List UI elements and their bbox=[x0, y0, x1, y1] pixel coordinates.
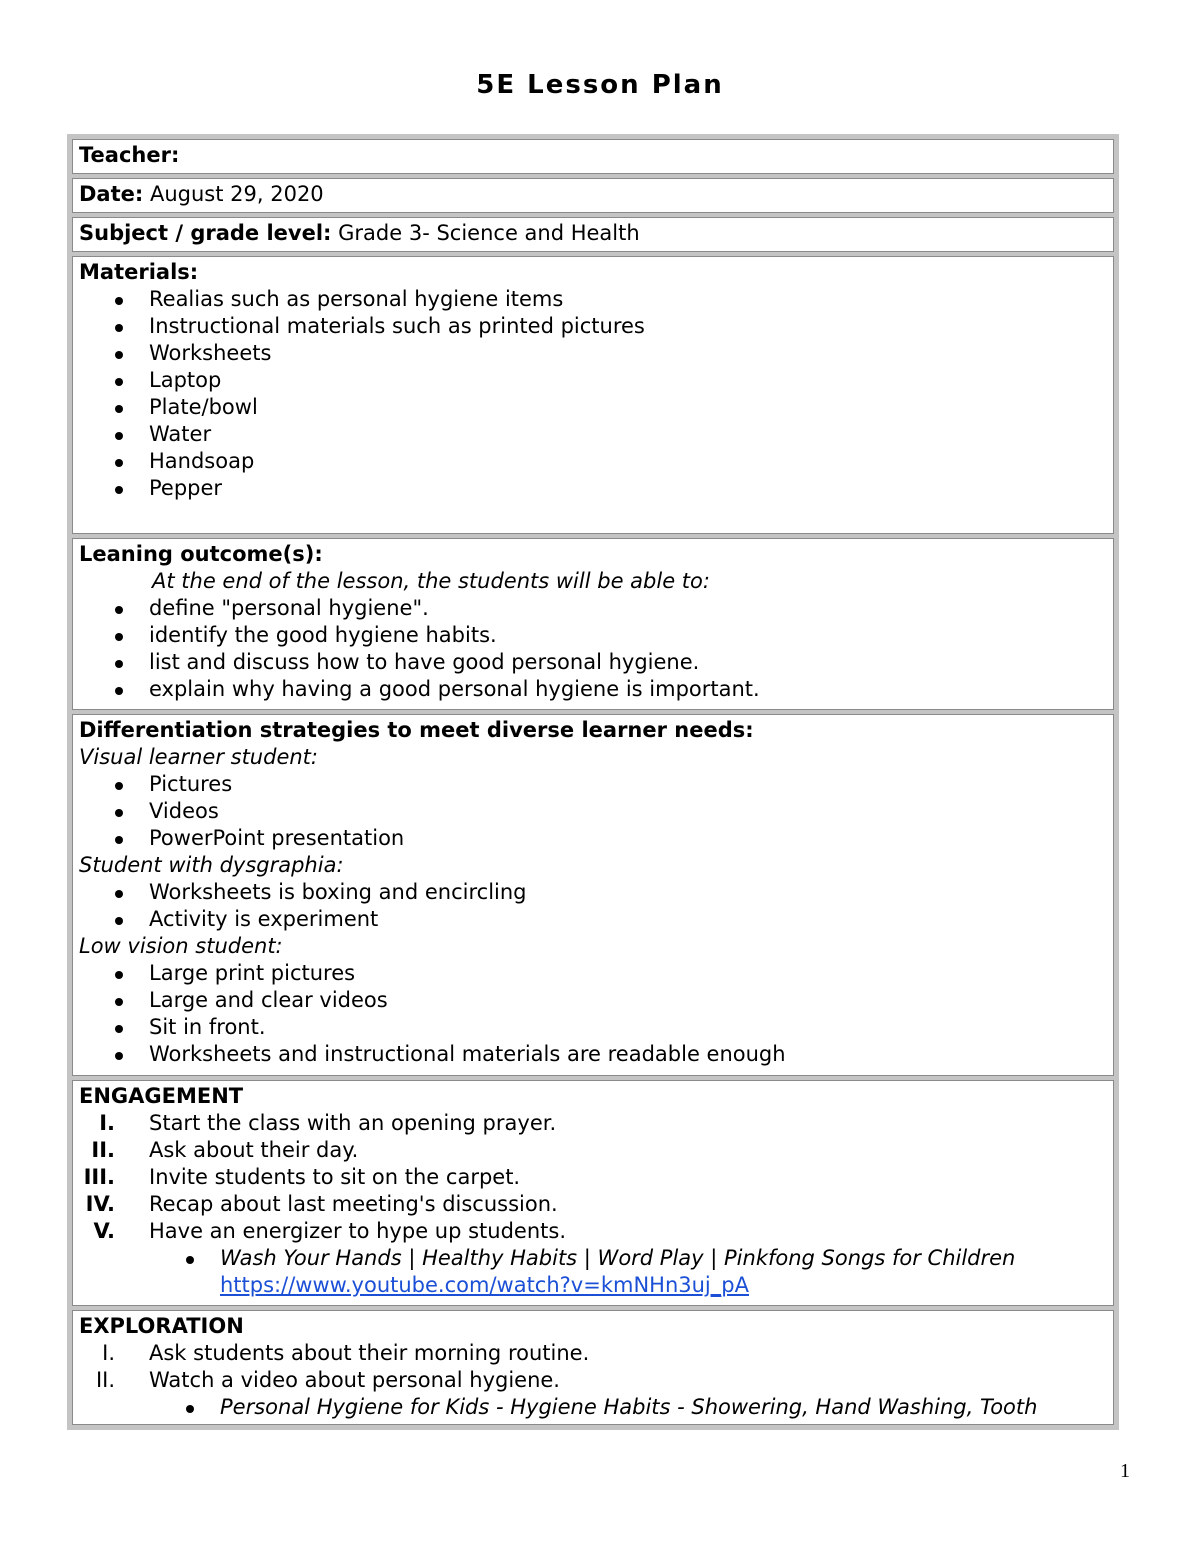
step-text: Recap about last meeting's discussion. bbox=[149, 1192, 558, 1216]
list-item: Water bbox=[79, 421, 1107, 448]
materials-label: Materials: bbox=[79, 260, 199, 284]
differentiation-label: Differentiation strategies to meet diverse learner needs: bbox=[79, 718, 754, 742]
materials-cell bbox=[72, 256, 1114, 534]
video-link[interactable]: https://www.youtube.com/watch?v=kmNHn3uj_pA bbox=[220, 1273, 749, 1297]
exploration-label: EXPLORATION bbox=[79, 1314, 244, 1338]
outcomes-label: Leaning outcome(s): bbox=[79, 542, 323, 566]
list-item: Realias such as personal hygiene items bbox=[79, 286, 1107, 313]
list-item: Pictures bbox=[79, 771, 1107, 798]
list-item: Worksheets is boxing and encircling bbox=[79, 879, 1107, 906]
step-text: Start the class with an opening prayer. bbox=[149, 1111, 557, 1135]
list-item bbox=[79, 1367, 1107, 1394]
list-item bbox=[79, 1340, 1107, 1367]
step-number: III. bbox=[83, 1165, 115, 1189]
list-item: Worksheets bbox=[79, 340, 1107, 367]
step-text: Watch a video about personal hygiene. bbox=[149, 1368, 560, 1392]
page-number: 1 bbox=[1120, 1460, 1130, 1482]
step-number: IV. bbox=[85, 1192, 115, 1216]
group-heading: Student with dysgraphia: bbox=[79, 853, 344, 877]
video-title: Wash Your Hands | Healthy Habits | Word Play | Pinkfong Songs for Children bbox=[79, 1245, 1107, 1272]
list-item: Worksheets and instructional materials are readable enough bbox=[79, 1041, 1107, 1068]
list-item: Plate/bowl bbox=[79, 394, 1107, 421]
list-item: Sit in front. bbox=[79, 1014, 1107, 1041]
list-item: Large print pictures bbox=[79, 960, 1107, 987]
list-item: identify the good hygiene habits. bbox=[79, 622, 1107, 649]
subject-label: Subject / grade level: bbox=[79, 221, 332, 245]
group-heading: Low vision student: bbox=[79, 934, 283, 958]
subject-value: Grade 3- Science and Health bbox=[338, 221, 640, 245]
lesson-plan-table bbox=[67, 134, 1119, 1430]
list-item: explain why having a good personal hygiene is important. bbox=[79, 676, 1107, 703]
page-title: 5E Lesson Plan bbox=[476, 70, 724, 100]
list-item: PowerPoint presentation bbox=[79, 825, 1107, 852]
date-cell bbox=[72, 178, 1114, 213]
list-item bbox=[79, 1218, 1107, 1245]
list-item: list and discuss how to have good personal hygiene. bbox=[79, 649, 1107, 676]
step-number: II. bbox=[95, 1368, 115, 1392]
step-text: Invite students to sit on the carpet. bbox=[149, 1165, 521, 1189]
step-text: Ask about their day. bbox=[149, 1138, 359, 1162]
outcomes-intro: At the end of the lesson, the students will be able to: bbox=[152, 569, 710, 593]
exploration-cell bbox=[72, 1310, 1114, 1425]
list-item: Large and clear videos bbox=[79, 987, 1107, 1014]
engagement-label: ENGAGEMENT bbox=[79, 1084, 244, 1108]
step-number: I. bbox=[99, 1111, 115, 1135]
list-item: define "personal hygiene". bbox=[79, 595, 1107, 622]
list-item: Activity is experiment bbox=[79, 906, 1107, 933]
video-title: Personal Hygiene for Kids - Hygiene Habits - Showering, Hand Washing, Tooth bbox=[79, 1394, 1107, 1421]
list-item bbox=[79, 1191, 1107, 1218]
date-label: Date: bbox=[79, 182, 144, 206]
engagement-cell bbox=[72, 1080, 1114, 1306]
list-item: Pepper bbox=[79, 475, 1107, 502]
step-number: II. bbox=[91, 1138, 115, 1162]
step-number: I. bbox=[102, 1341, 115, 1365]
teacher-cell bbox=[72, 139, 1114, 174]
subject-cell bbox=[72, 217, 1114, 252]
list-item: Laptop bbox=[79, 367, 1107, 394]
step-text: Ask students about their morning routine. bbox=[149, 1341, 590, 1365]
teacher-label: Teacher: bbox=[79, 143, 180, 167]
list-item bbox=[79, 1164, 1107, 1191]
list-item: Instructional materials such as printed pictures bbox=[79, 313, 1107, 340]
date-value: August 29, 2020 bbox=[149, 182, 324, 206]
group-heading: Visual learner student: bbox=[79, 745, 318, 769]
differentiation-cell bbox=[72, 714, 1114, 1076]
list-item bbox=[79, 1137, 1107, 1164]
step-text: Have an energizer to hype up students. bbox=[149, 1219, 566, 1243]
list-item: Handsoap bbox=[79, 448, 1107, 475]
list-item bbox=[79, 1110, 1107, 1137]
list-item: Videos bbox=[79, 798, 1107, 825]
outcomes-cell bbox=[72, 538, 1114, 710]
step-number: V. bbox=[93, 1219, 115, 1243]
